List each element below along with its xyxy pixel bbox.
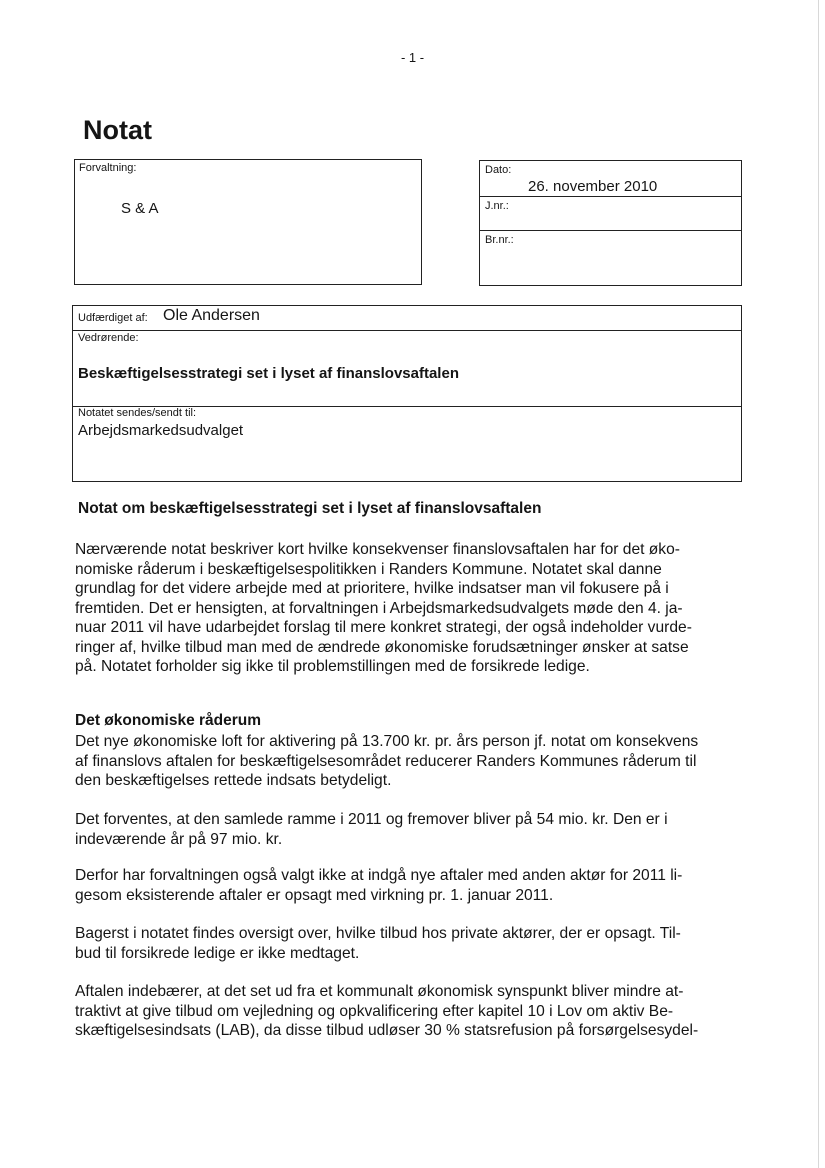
paragraph-loft xyxy=(75,732,745,791)
text-line: den beskæftigelses rettede indsats betydeligt. xyxy=(75,772,392,789)
text-line: ringer af, hvilke tilbud man med de ændrede økonomiske forudsætninger ønsker at satse xyxy=(75,638,689,656)
dato-value: 26. november 2010 xyxy=(528,178,658,195)
intro-paragraph xyxy=(75,540,745,677)
udfaerdiget-value: Ole Andersen xyxy=(163,307,260,324)
vedrorende-label: Vedrørende: xyxy=(78,332,139,344)
text-line: af finanslovs aftalen for beskæftigelsesområdet reducerer Randers Kommunes råderum til xyxy=(75,752,697,770)
text-line: fremtiden. Det er hensigten, at forvaltningen i Arbejdsmarkedsudvalgets møde den 4. ja- xyxy=(75,599,683,617)
date-journal-box xyxy=(479,160,742,286)
page-number: - 1 - xyxy=(400,50,425,65)
text-line: traktivt at give tilbud om vejledning og opkvalificering efter kapitel 10 i Lov om aktiv Be- xyxy=(75,1002,674,1020)
subject-line: Beskæftigelsesstrategi set i lyset af finanslovsaftalen xyxy=(78,365,459,382)
text-line: bud til forsikrede ledige er ikke medtaget. xyxy=(75,944,360,962)
text-line: Nærværende notat beskriver kort hvilke konsekvenser finanslovsaftalen har for det øko- xyxy=(75,541,680,558)
dato-divider xyxy=(480,196,741,197)
text-line: skæftigelsesindsats (LAB), da disse tilbud udløser 30 % statsrefusion på forsørgelsesydel- xyxy=(75,1022,699,1039)
section-heading-notat: Notat om beskæftigelsesstrategi set i lyset af finanslovsaftalen xyxy=(78,500,542,517)
jnr-divider xyxy=(480,230,741,231)
sendes-value: Arbejdsmarkedsudvalget xyxy=(78,422,244,439)
forvaltning-value: S & A xyxy=(121,200,159,217)
jnr-label: J.nr.: xyxy=(485,200,509,212)
brnr-label: Br.nr.: xyxy=(485,234,514,246)
text-line: nuar 2011 vil have udarbejdet forslag til mere konkret strategi, der også indeholder vurde- xyxy=(75,619,692,636)
forvaltning-label: Forvaltning: xyxy=(79,162,137,174)
udfaerdiget-label: Udfærdiget af: xyxy=(78,312,148,324)
text-line: nomiske råderum i beskæftigelsespolitikken i Randers Kommune. Notatet skal danne xyxy=(75,560,662,578)
paragraph-oversigt xyxy=(75,924,745,963)
paragraph-aftaler xyxy=(75,866,745,905)
text-line: Derfor har forvaltningen også valgt ikke at indgå nye aftaler med anden aktør for 2011 li- xyxy=(75,867,683,884)
text-line: Det nye økonomiske loft for aktivering på 13.700 kr. pr. års person jf. notat om konsekvens xyxy=(75,733,699,750)
paragraph-aftalen xyxy=(75,982,745,1041)
memo-info-box xyxy=(72,305,742,482)
udfaerdiget-divider xyxy=(73,330,741,331)
text-line: Aftalen indebærer, at det set ud fra et kommunalt økonomisk synspunkt bliver mindre at- xyxy=(75,983,684,1000)
page-edge-line xyxy=(818,0,819,1168)
forvaltning-box xyxy=(74,159,422,285)
section-heading-raaderum: Det økonomiske råderum xyxy=(75,712,262,729)
text-line: Det forventes, at den samlede ramme i 2011 og fremover bliver på 54 mio. kr. Den er i xyxy=(75,811,668,828)
paragraph-ramme xyxy=(75,810,745,849)
document-title: Notat xyxy=(83,115,152,145)
text-line: på. Notatet forholder sig ikke til problemstillingen med de forsikrede ledige. xyxy=(75,658,590,675)
text-line: gesom eksisterende aftaler er opsagt med virkning pr. 1. januar 2011. xyxy=(75,886,554,904)
text-line: grundlag for det videre arbejde med at prioritere, hvilke indsatser man vil fokusere på i xyxy=(75,580,669,597)
text-line: Bagerst i notatet findes oversigt over, hvilke tilbud hos private aktører, der er opsagt. Til- xyxy=(75,925,681,942)
sendes-label: Notatet sendes/sendt til: xyxy=(78,407,197,419)
text-line: indeværende år på 97 mio. kr. xyxy=(75,830,283,848)
dato-label: Dato: xyxy=(485,164,512,176)
